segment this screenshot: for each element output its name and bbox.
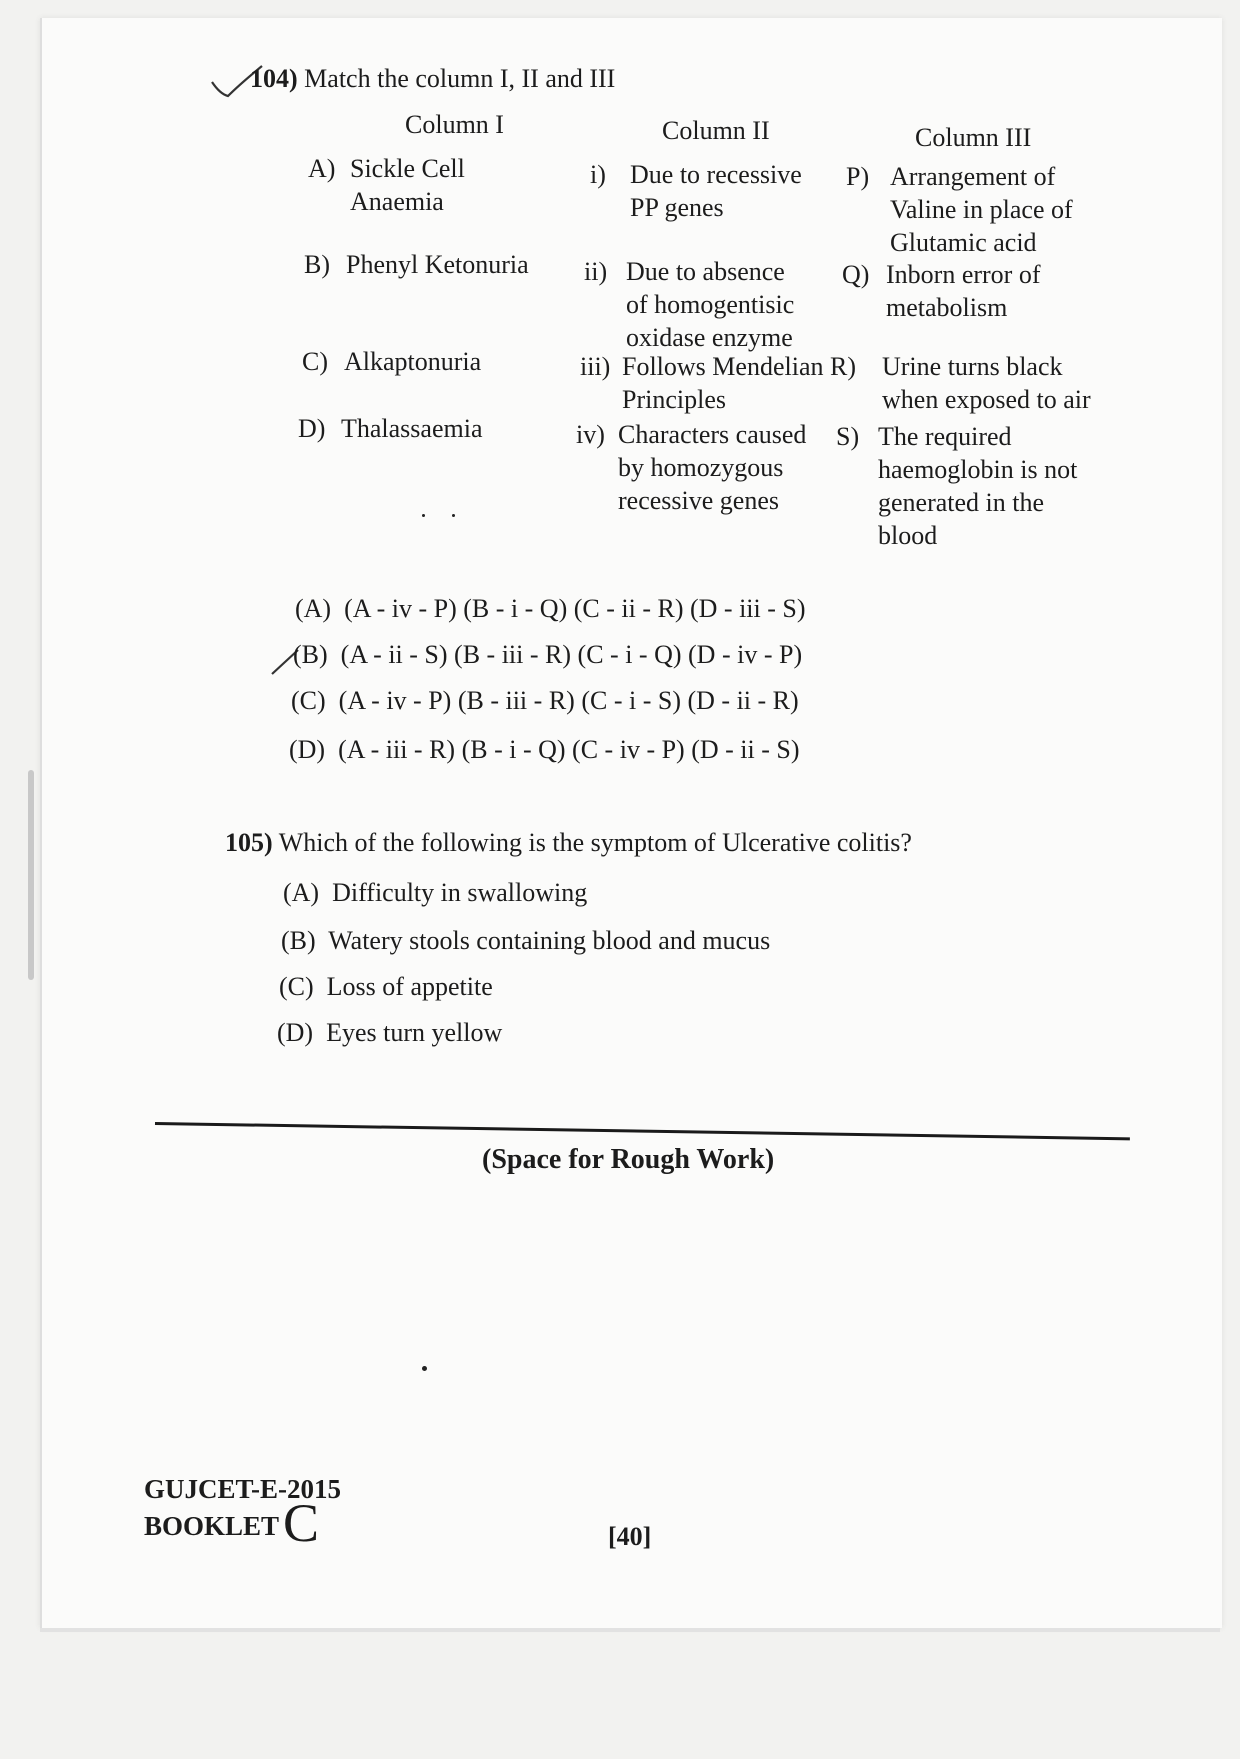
binding-mark <box>28 770 34 980</box>
option-label: (C) <box>279 972 314 1001</box>
q105-option-d[interactable] <box>277 1016 502 1049</box>
q105-option-a[interactable] <box>283 876 587 909</box>
col1-label-c: C) <box>302 347 328 376</box>
option-text: Eyes turn yellow <box>326 1018 503 1047</box>
option-text: Loss of appetite <box>326 972 493 1001</box>
q104-option-a[interactable] <box>295 592 806 625</box>
option-text: (A - iv - P) (B - iii - R) (C - i - S) (D - ii - R) <box>338 686 799 715</box>
q105-option-b[interactable] <box>281 924 770 957</box>
col3-item-q: Inborn error of metabolism <box>886 260 1041 322</box>
option-text: (A - iv - P) (B - i - Q) (C - ii - R) (D - iii - S) <box>344 594 806 623</box>
stray-dot <box>452 514 455 517</box>
col1-label-b: B) <box>304 250 330 279</box>
col1-item-a: Sickle Cell Anaemia <box>350 154 465 216</box>
col3-label-q: Q) <box>842 260 870 289</box>
col2-label-i: i) <box>590 160 606 189</box>
booklet-code: C <box>283 1493 320 1553</box>
col3-item-p: Arrangement of Valine in place of Glutamic acid <box>890 162 1073 257</box>
col1-item-b: Phenyl Ketonuria <box>346 250 529 279</box>
col2-item-iv: Characters caused by homozygous recessive genes <box>618 420 807 515</box>
col3-item-r: Urine turns black when exposed to air <box>882 352 1091 414</box>
col3-label-r: R) <box>830 352 856 381</box>
stray-dot <box>422 514 425 517</box>
question-text: Match the column I, II and III <box>304 64 616 93</box>
col1-item-c: Alkaptonuria <box>344 347 482 376</box>
q105-option-c[interactable] <box>279 970 493 1003</box>
col2-label-iii: iii) <box>580 352 611 381</box>
question-text: Which of the following is the symptom of Ulcerative colitis? <box>278 828 912 857</box>
option-text: Watery stools containing blood and mucus <box>328 926 771 955</box>
col2-item-i: Due to recessive PP genes <box>630 160 802 222</box>
question-104 <box>250 62 615 95</box>
col2-label-iv: iv) <box>576 420 605 449</box>
column-header-2: Column II <box>662 116 770 145</box>
column-header-3: Column III <box>915 123 1032 152</box>
q104-option-b[interactable] <box>293 638 802 671</box>
page-edge <box>40 1628 1220 1632</box>
exam-code: GUJCET-E-2015 <box>144 1474 342 1504</box>
col1-label-a: A) <box>308 154 336 183</box>
col1-label-d: D) <box>298 414 326 443</box>
col1-item-d: Thalassaemia <box>341 414 483 443</box>
q104-option-c[interactable] <box>291 684 799 717</box>
option-label: (A) <box>283 878 320 907</box>
col3-item-s: The required haemoglobin is not generated in the blood <box>878 422 1078 550</box>
option-label: (D) <box>289 735 326 764</box>
stray-dot <box>422 1366 427 1371</box>
question-number: 105) <box>225 828 273 857</box>
col2-label-ii: ii) <box>584 257 608 286</box>
option-text: Difficulty in swallowing <box>332 878 588 907</box>
q104-option-d[interactable] <box>289 733 800 766</box>
option-label: (B) <box>293 640 328 669</box>
booklet-label: BOOKLETC <box>144 1493 320 1553</box>
option-text: (A - ii - S) (B - iii - R) (C - i - Q) (D - iv - P) <box>340 640 803 669</box>
option-label: (D) <box>277 1018 314 1047</box>
col3-label-s: S) <box>836 422 860 451</box>
column-header-1: Column I <box>405 110 504 139</box>
rough-work-label: (Space for Rough Work) <box>482 1144 775 1175</box>
page-number: [40] <box>608 1522 652 1551</box>
question-105 <box>225 826 912 859</box>
option-label: (A) <box>295 594 332 623</box>
option-label: (C) <box>291 686 326 715</box>
col2-item-ii: Due to absence of homogentisic oxidase enzyme <box>626 257 795 352</box>
option-label: (B) <box>281 926 316 955</box>
col3-label-p: P) <box>846 162 870 191</box>
question-number: 104) <box>250 64 298 93</box>
option-text: (A - iii - R) (B - i - Q) (C - iv - P) (D - ii - S) <box>338 735 800 764</box>
col2-item-iii: Follows Mendelian Principles <box>622 352 824 414</box>
